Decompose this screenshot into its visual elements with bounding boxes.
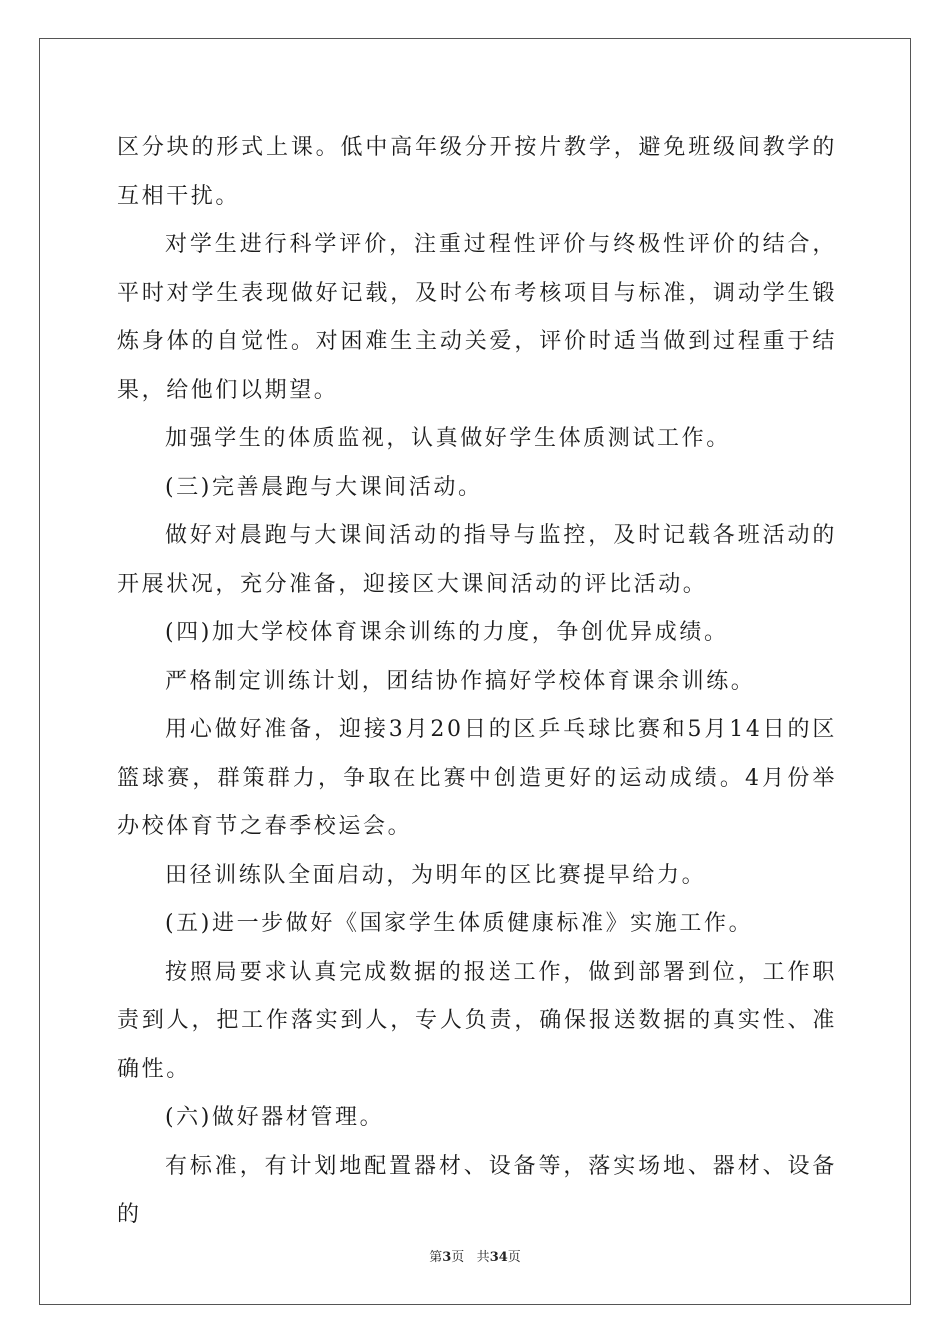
paragraph: 有标准，有计划地配置器材、设备等，落实场地、器材、设备的 — [117, 1153, 837, 1227]
total-suffix: 页 — [507, 1250, 521, 1265]
total-pages: 34 — [489, 1250, 508, 1265]
paragraph: 按照局要求认真完成数据的报送工作，做到部署到位，工作职责到人，把工作落实到人，专人负责，确保报送数据的真实性、准确性。 — [117, 959, 837, 1082]
paragraph: 田径训练队全面启动，为明年的区比赛提早给力。 — [165, 862, 707, 888]
section-heading: (三)完善晨跑与大课间活动。 — [165, 474, 483, 500]
document-body — [117, 124, 837, 1240]
paragraph: 对学生进行科学评价，注重过程性评价与终极性评价的结合，平时对学生表现做好记载，及时公布考核项目与标准，调动学生锻炼身体的自觉性。对困难生主动关爱，评价时适当做到过程重于结果，给他们以期望。 — [117, 232, 837, 403]
section-heading: (四)加大学校体育课余训练的力度，争创优异成绩。 — [165, 620, 729, 645]
page-number: 3 — [442, 1250, 452, 1265]
paragraph: 区分块的形式上课。低中高年级分开按片教学，避免班级间教学的互相干扰。 — [117, 135, 837, 209]
paragraph: 用心做好准备，迎接3月20日的区乒乓球比赛和5月14日的区篮球赛，群策群力，争取在比赛中创造更好的运动成绩。4月份举办校体育节之春季校运会。 — [117, 717, 837, 839]
page-suffix: 页 — [451, 1250, 465, 1265]
section-heading: (五)进一步做好《国家学生体质健康标准》实施工作。 — [165, 911, 754, 936]
page-footer — [0, 1246, 950, 1265]
paragraph: 严格制定训练计划，团结协作搞好学校体育课余训练。 — [165, 668, 756, 694]
page-prefix: 第 — [429, 1250, 443, 1265]
paragraph: 加强学生的体质监视，认真做好学生体质测试工作。 — [165, 426, 731, 451]
paragraph: 做好对晨跑与大课间活动的指导与监控，及时记载各班活动的开展状况，充分准备，迎接区大课间活动的评比活动。 — [117, 523, 837, 597]
section-heading: (六)做好器材管理。 — [165, 1105, 385, 1130]
total-prefix: 共 — [476, 1250, 490, 1265]
